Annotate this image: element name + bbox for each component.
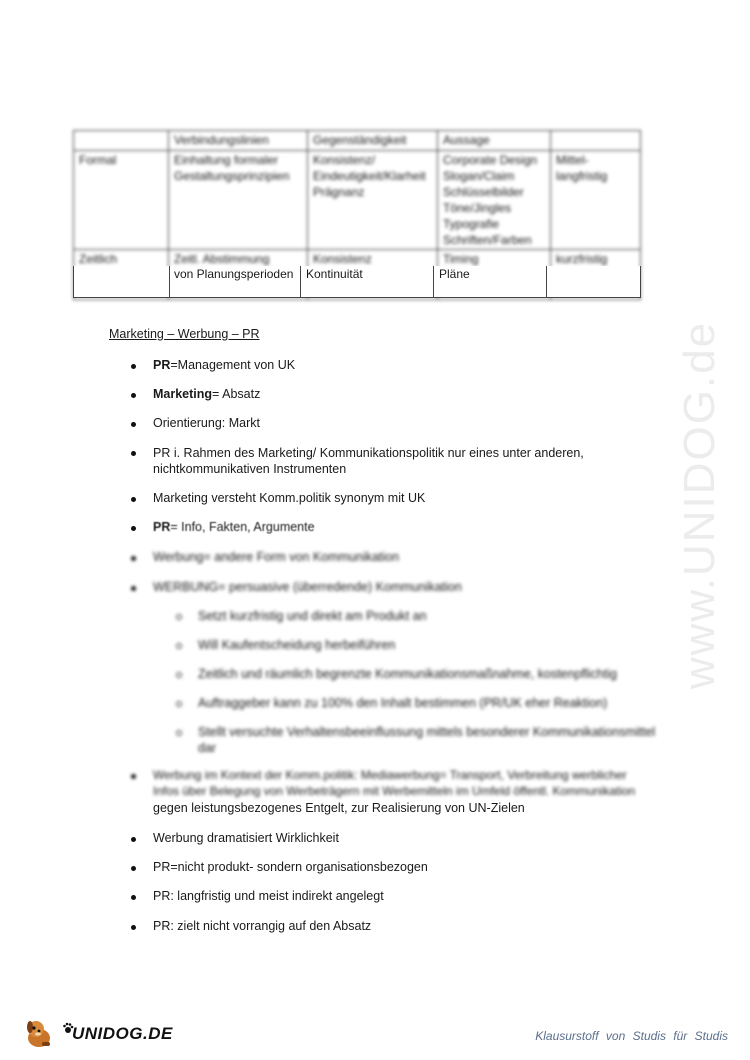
brand-name: UNIDOG.DE [72,1024,173,1043]
sub-list-item: Stellt versuchte Verhaltensbeeinflussung mittels besonderer Kommunikationsmittel [198,725,656,739]
list-item [153,445,584,461]
item-text: = Absatz [212,387,261,401]
section-heading: Marketing – Werbung – PR [109,327,260,341]
table-cell: Timing [438,250,551,300]
list-item: Werbung dramatisiert Wirklichkeit [153,831,339,845]
list-item [153,519,315,535]
footer-tagline: Klausurstoff von Studis für Studis [535,1029,728,1043]
bullet-dot [131,451,136,456]
bullet-dot [131,393,136,398]
item-text: =Management von UK [170,358,296,372]
list-item: Werbung= andere Form von Kommunikation [153,550,400,564]
table-row [74,151,641,250]
list-item [153,490,425,506]
list-item-continuation: Infos über Belegung von Werbeträgern mit Werbemitteln im Umfeld öffentl. Kommunikation [153,784,636,798]
bold-term: PR [153,358,171,372]
list-item-continuation [153,461,346,477]
table-cell: Mittel- langfristig [551,151,641,250]
table-cell: Kontinuität [306,267,363,281]
table-cell: Konsistenz [308,250,438,300]
table-header-cell [74,131,169,151]
table-divider [169,266,170,298]
list-item: WERBUNG= persuasive (überredende) Kommunikation [153,580,462,594]
bullet-dot [131,526,136,531]
bullet-dot [131,925,136,930]
bold-term: Marketing [153,387,213,401]
table-header-cell: Aussage [438,131,551,151]
list-item: Werbung im Kontext der Komm.politik: Mediawerbung= Transport, Verbreitung werblicher [153,768,627,782]
dog-mascot-icon [22,1016,56,1050]
bullet-dot [131,774,136,779]
bullet-dot [131,837,136,842]
sub-bullet-dot [176,643,182,649]
item-text: = Info, Fakten, Argumente [170,520,315,534]
bullet-dot [131,895,136,900]
table-cell: Zeitlich [74,250,169,300]
sub-list-item: Auftraggeber kann zu 100% den Inhalt bestimmen (PR/UK eher Reaktion) [198,696,608,710]
table-divider [433,266,434,298]
table-cell: Formal [74,151,169,250]
table-cell: Konsistenz/ Eindeutigkeit/Klarheit Prägnanz [308,151,438,250]
table-header-cell: Verbindungslinien [169,131,308,151]
sub-bullet-dot [176,730,182,736]
table-cell: Einhaltung formaler Gestaltungsprinzipien [169,151,308,250]
list-item [153,386,260,402]
item-text: Marketing versteht Komm.politik synonym mit UK [153,491,426,505]
table-cell: Corporate Design Slogan/Claim Schlüsselbilder Töne/Jingles Typografie Schriften/Farben [438,151,551,250]
item-text: nichtkommunikativen Instrumenten [153,462,347,476]
unidog-logo[interactable] [22,1016,173,1052]
sub-list-item: Setzt kurzfristig und direkt am Produkt an [198,609,427,623]
table-header-cell [551,131,641,151]
sub-list-item: Will Kaufentscheidung herbeiführen [198,638,396,652]
list-item-continuation: gegen leistungsbezogenes Entgelt, zur Realisierung von UN-Zielen [153,801,525,815]
list-item [153,415,260,431]
list-item: PR=nicht produkt- sondern organisationsbezogen [153,860,428,874]
bullet-dot [131,556,136,561]
sub-bullet-dot [176,614,182,620]
sub-bullet-dot [176,672,182,678]
table-divider [300,266,301,298]
table-header-cell: Gegenständigkeit [308,131,438,151]
table-cell: von Planungsperioden [174,267,294,281]
item-text: PR i. Rahmen des Marketing/ Kommunikationspolitik nur eines unter anderen, [153,446,584,460]
sub-list-item: Zeitlich und räumlich begrenzte Kommunikationsmaßnahme, kostenpflichtig [198,667,617,681]
list-item: PR: zielt nicht vorrangig auf den Absatz [153,919,372,933]
bold-term: PR [153,520,171,534]
list-item [153,357,295,373]
bullet-dot [131,422,136,427]
watermark-text: www.UNIDOG.de [675,320,724,690]
sub-list-item-continuation: dar [198,741,217,755]
table-divider [546,266,547,298]
item-text: Orientierung: Markt [153,416,260,430]
table-cell: kurzfristig [551,250,641,300]
sub-bullet-dot [176,701,182,707]
table-cell: Pläne [439,267,470,281]
bullet-dot [131,866,136,871]
bullet-dot [131,497,136,502]
bullet-dot [131,364,136,369]
bullet-dot [131,586,136,591]
list-item: PR: langfristig und meist indirekt angelegt [153,889,384,903]
table-cell: Zeitl. Abstimmung [169,250,308,300]
summary-table [73,130,641,298]
table-header-row [74,131,641,151]
table-last-row-visible [73,266,641,298]
